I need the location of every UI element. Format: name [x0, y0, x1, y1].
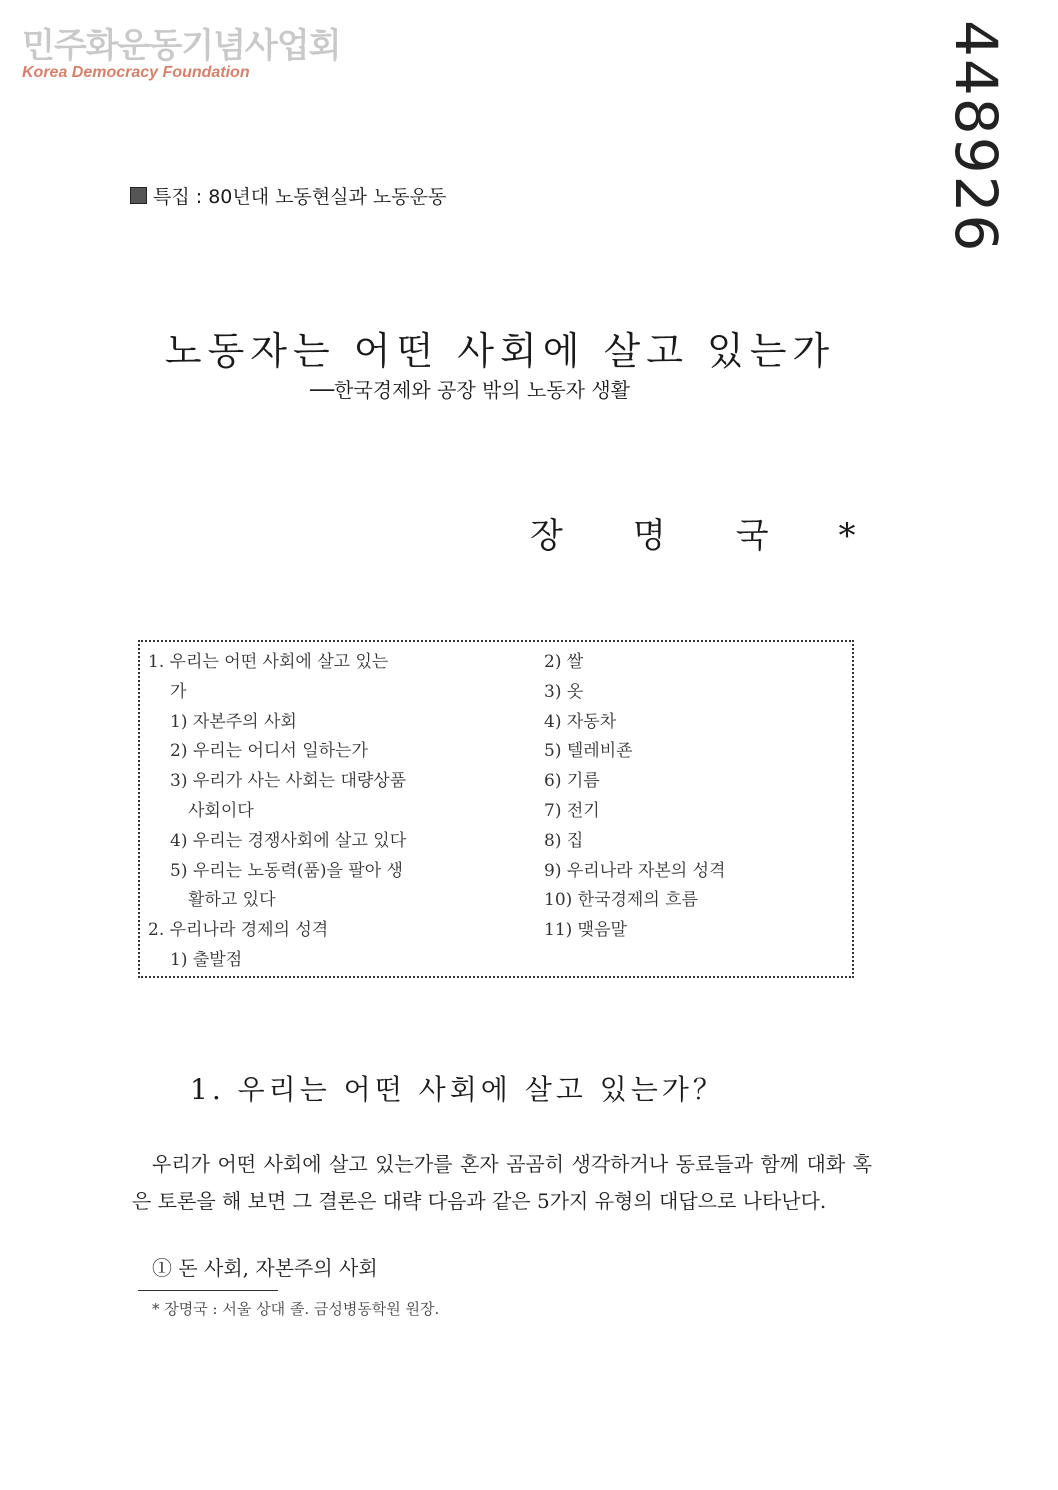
toc-item: 7) 전기: [544, 800, 600, 821]
handwritten-number-text: 448926: [942, 20, 1010, 254]
toc-left-column: [148, 648, 406, 976]
toc-right-column: [544, 648, 725, 946]
toc-item: 10) 한국경제의 흐름: [544, 890, 699, 911]
body-paragraph-text: 우리가 어떤 사회에 살고 있는가를 혼자 곰곰히 생각하거나 동료들과 함께 대화 혹은 토론을 해 보면 그 결론은 대략 다음과 같은 5가지 유형의 대답으로 나타난다.: [132, 1152, 872, 1213]
toc-item: 1) 자본주의 사회: [170, 711, 297, 732]
toc-item: 11) 맺음말: [544, 920, 627, 941]
toc-item: 활하고 있다: [188, 890, 276, 911]
toc-item: 5) 우리는 노동력(품)을 팔아 생: [170, 860, 403, 881]
toc-item: 2. 우리나라 경제의 성격: [148, 920, 329, 941]
table-of-contents: [138, 640, 854, 978]
article-title: 노동자는 어떤 사회에 살고 있는가: [164, 329, 836, 373]
toc-item: 1. 우리는 어떤 사회에 살고 있는: [148, 652, 389, 672]
toc-item: 가: [170, 681, 187, 702]
author-name: 장명국*: [530, 516, 926, 556]
square-bullet-icon: [130, 187, 147, 204]
toc-item: 6) 기름: [544, 771, 600, 792]
watermark-korean: 민주화운동기념사업회: [22, 26, 341, 66]
toc-item: 8) 집: [544, 830, 584, 851]
handwritten-number: [942, 20, 1030, 260]
toc-item: 사회이다: [188, 800, 254, 821]
section-heading: 1. 우리는 어떤 사회에 살고 있는가？: [190, 1073, 725, 1106]
list-item: ① 돈 사회, 자본주의 사회: [152, 1256, 378, 1280]
watermark-english: Korea Democracy Foundation: [22, 64, 250, 81]
toc-item: 3) 우리가 사는 사회는 대량상품: [170, 771, 407, 792]
footnote: * 장명국 : 서울 상대 졸. 금성병동학원 원장.: [152, 1300, 440, 1318]
toc-item: 3) 옷: [544, 681, 584, 702]
series-label: [130, 182, 446, 209]
body-paragraph: [132, 1146, 872, 1220]
toc-item: 5) 텔레비죤: [544, 741, 633, 762]
footnote-divider: [138, 1290, 278, 1291]
toc-item: 4) 우리는 경쟁사회에 살고 있다: [170, 830, 407, 851]
article-subtitle: ──한국경제와 공장 밖의 노동자 생활: [310, 378, 630, 402]
toc-item: 4) 자동차: [544, 711, 617, 732]
toc-item: 1) 출발점: [170, 949, 243, 970]
toc-item: 9) 우리나라 자본의 성격: [544, 860, 726, 881]
toc-item: 2) 우리는 어디서 일하는가: [170, 741, 368, 762]
series-label-text: 특집 : 80년대 노동현실과 노동운동: [153, 186, 447, 208]
toc-item: 2) 쌀: [544, 652, 584, 672]
